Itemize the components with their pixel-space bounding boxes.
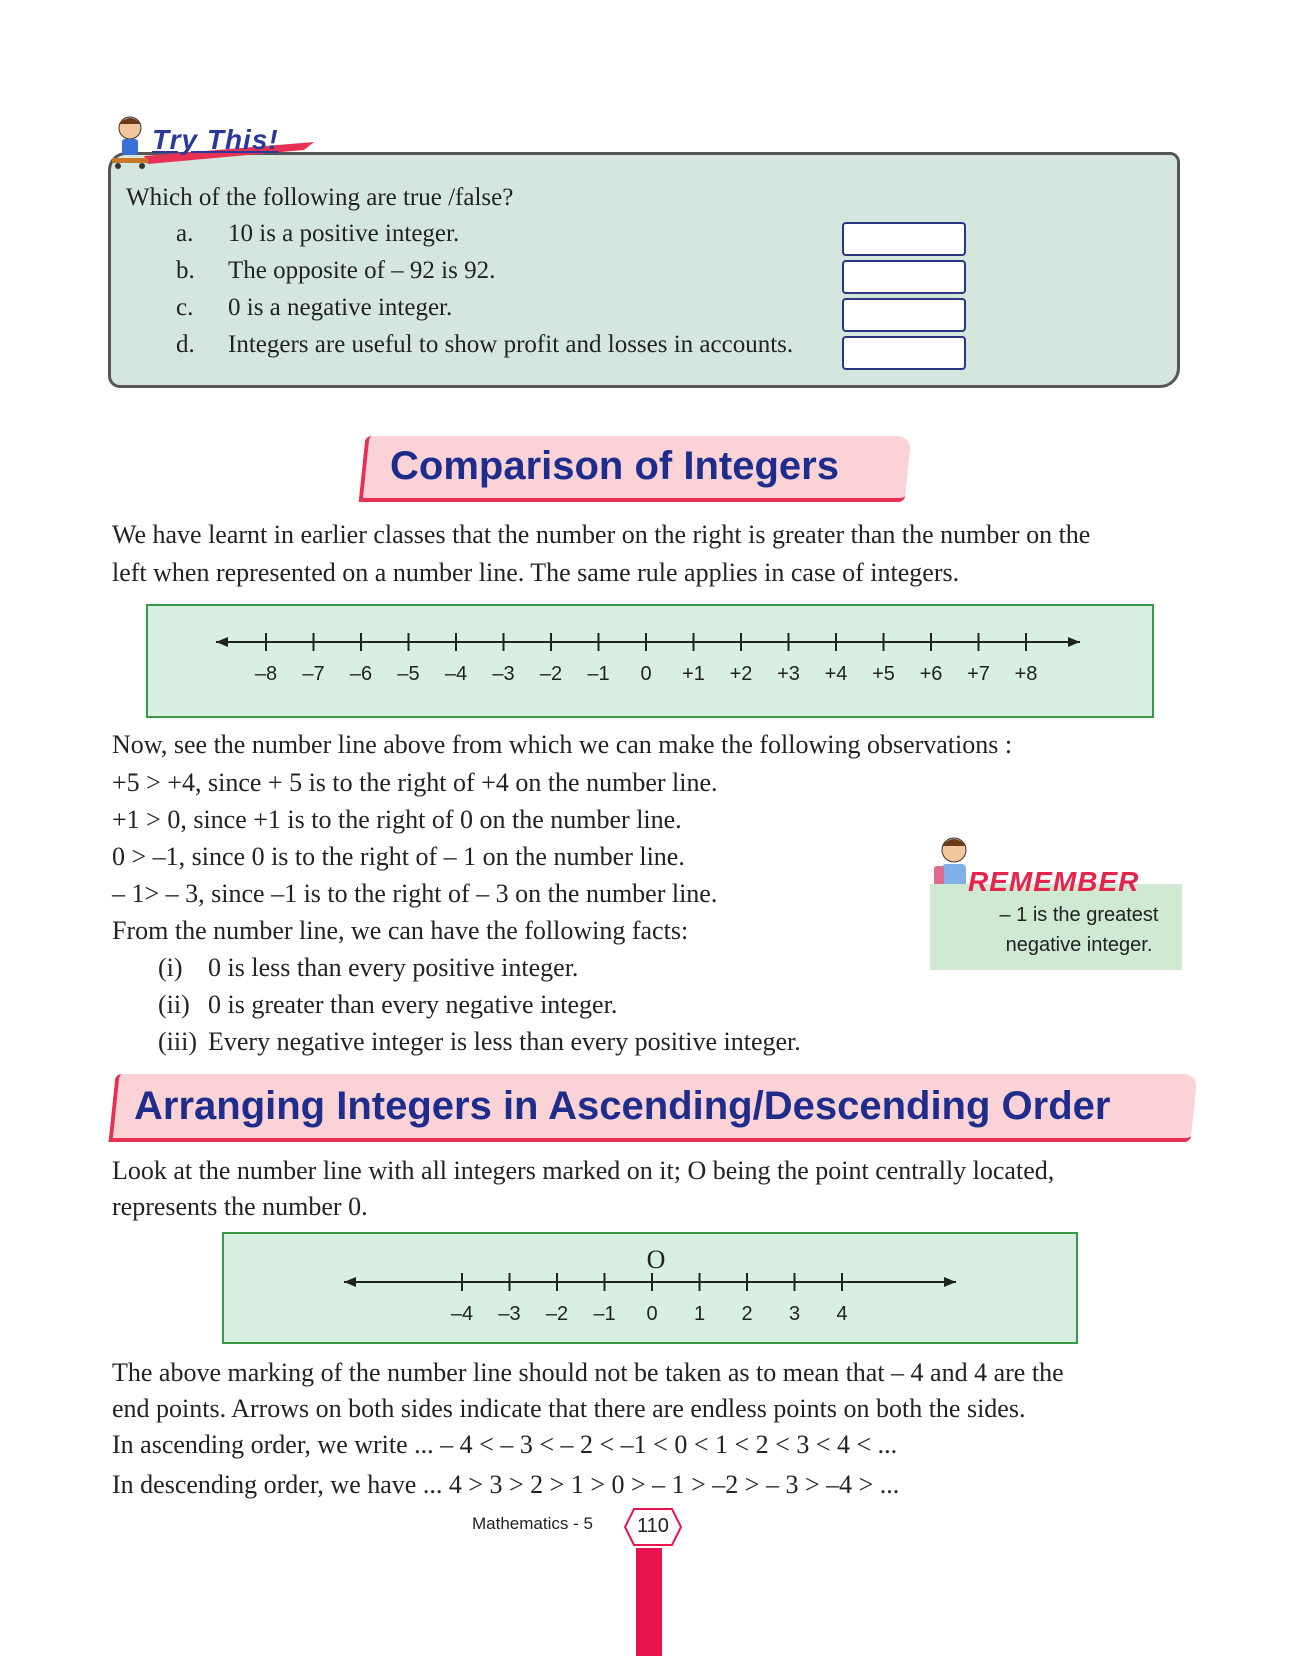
tick-label: 4 xyxy=(836,1303,848,1325)
item-label: d. xyxy=(176,331,195,358)
tick-label: –1 xyxy=(593,1303,616,1325)
number-line-1 xyxy=(146,604,1154,718)
try-this-title: Try This! xyxy=(152,124,279,155)
comparison-intro-line-2: left when represented on a number line. The same rule applies in case of integers. xyxy=(112,558,960,587)
fact-label-1: (i) xyxy=(158,953,183,982)
tick-label: +2 xyxy=(729,663,753,685)
left-arrow-icon xyxy=(344,1277,356,1287)
tick-label: –3 xyxy=(492,663,515,685)
footer-book-title: Mathematics - 5 xyxy=(472,1514,593,1533)
answer-box-d[interactable] xyxy=(842,336,966,370)
item-text: 10 is a positive integer. xyxy=(228,220,460,247)
tick-label: –8 xyxy=(254,663,278,685)
tick-label: –1 xyxy=(587,663,610,685)
comparison-intro-line-1: We have learnt in earlier classes that the number on the right is greater than the number on the xyxy=(112,520,1091,549)
arranging-intro-line-2: represents the number 0. xyxy=(112,1192,368,1221)
observation-line-4: 0 > –1, since 0 is to the right of – 1 on the number line. xyxy=(112,842,685,871)
observation-line-1: Now, see the number line above from which we can make the following observations : xyxy=(112,730,1013,759)
body-line-1: The above marking of the number line should not be taken as to mean that – 4 and 4 are the xyxy=(112,1358,1064,1387)
item-text: Integers are useful to show profit and losses in accounts. xyxy=(228,331,794,358)
left-arrow-icon xyxy=(216,637,228,647)
tick-label: +7 xyxy=(967,663,990,685)
comparison-heading: Comparison of Integers xyxy=(390,444,839,488)
answer-box-c[interactable] xyxy=(842,298,966,332)
observation-line-5: – 1> – 3, since –1 is to the right of – 3 on the number line. xyxy=(112,879,718,908)
tick-label: +5 xyxy=(872,663,895,685)
tick-label: +1 xyxy=(682,663,705,685)
item-label: b. xyxy=(176,257,195,284)
ascending-line: In ascending order, we write ... – 4 < – 3 < – 2 < –1 < 0 < 1 < 2 < 3 < 4 < ... xyxy=(112,1430,898,1459)
fact-text-2: 0 is greater than every negative integer. xyxy=(208,990,618,1019)
arranging-intro-line-1: Look at the number line with all integers marked on it; O being the point centrally located, xyxy=(112,1156,1055,1185)
tick-label: –5 xyxy=(397,663,420,685)
right-arrow-icon xyxy=(944,1277,956,1287)
tick-label: 1 xyxy=(693,1303,706,1325)
fact-label-3: (iii) xyxy=(158,1027,197,1056)
item-label: c. xyxy=(176,294,194,321)
tick-label: +3 xyxy=(777,663,800,685)
observation-line-6: From the number line, we can have the following facts: xyxy=(112,916,689,945)
observation-line-2: +5 > +4, since + 5 is to the right of +4 on the number line. xyxy=(112,768,718,797)
tick-label: +6 xyxy=(919,663,943,685)
tick-label: –4 xyxy=(450,1303,474,1325)
item-text: 0 is a negative integer. xyxy=(228,294,453,321)
origin-label: O xyxy=(646,1245,666,1274)
tick-group xyxy=(451,1273,848,1325)
item-label: a. xyxy=(176,220,194,247)
tick-label: –4 xyxy=(444,663,468,685)
tick-label: 2 xyxy=(741,1303,753,1325)
try-this-question: Which of the following are true /false? xyxy=(126,184,514,211)
tick-label: +8 xyxy=(1014,663,1038,685)
fact-text-1: 0 is less than every positive integer. xyxy=(208,953,579,982)
item-text: The opposite of – 92 is 92. xyxy=(228,257,496,284)
tick-label: –7 xyxy=(302,663,325,685)
remember-text: – 1 is the greatest negative integer. xyxy=(999,904,1159,956)
tick-label: –2 xyxy=(545,1303,569,1325)
tick-label: –2 xyxy=(539,663,563,685)
arranging-heading: Arranging Integers in Ascending/Descending Order xyxy=(134,1084,1111,1128)
fact-label-2: (ii) xyxy=(158,990,190,1019)
tick-label: 3 xyxy=(788,1303,801,1325)
answer-box-b[interactable] xyxy=(842,260,966,294)
right-arrow-icon xyxy=(1068,637,1080,647)
tick-label: 0 xyxy=(640,663,652,685)
tick-group xyxy=(255,633,1038,685)
body-line-2: end points. Arrows on both sides indicate that there are endless points on both the sides. xyxy=(112,1394,1026,1423)
answer-box-a[interactable] xyxy=(842,222,966,256)
number-line-2 xyxy=(222,1232,1078,1344)
page-number: 110 xyxy=(637,1515,669,1537)
tick-label: +4 xyxy=(824,663,848,685)
observation-line-3: +1 > 0, since +1 is to the right of 0 on the number line. xyxy=(112,805,682,834)
remember-title: REMEMBER xyxy=(968,866,1140,897)
fact-text-3: Every negative integer is less than every positive integer. xyxy=(208,1027,801,1056)
tick-label: –6 xyxy=(349,663,373,685)
tick-label: 0 xyxy=(646,1303,658,1325)
page-bar xyxy=(636,1548,662,1656)
tick-label: –3 xyxy=(498,1303,521,1325)
descending-line: In descending order, we have ... 4 > 3 > 2 > 1 > 0 > – 1 > –2 > – 3 > –4 > ... xyxy=(112,1470,900,1499)
